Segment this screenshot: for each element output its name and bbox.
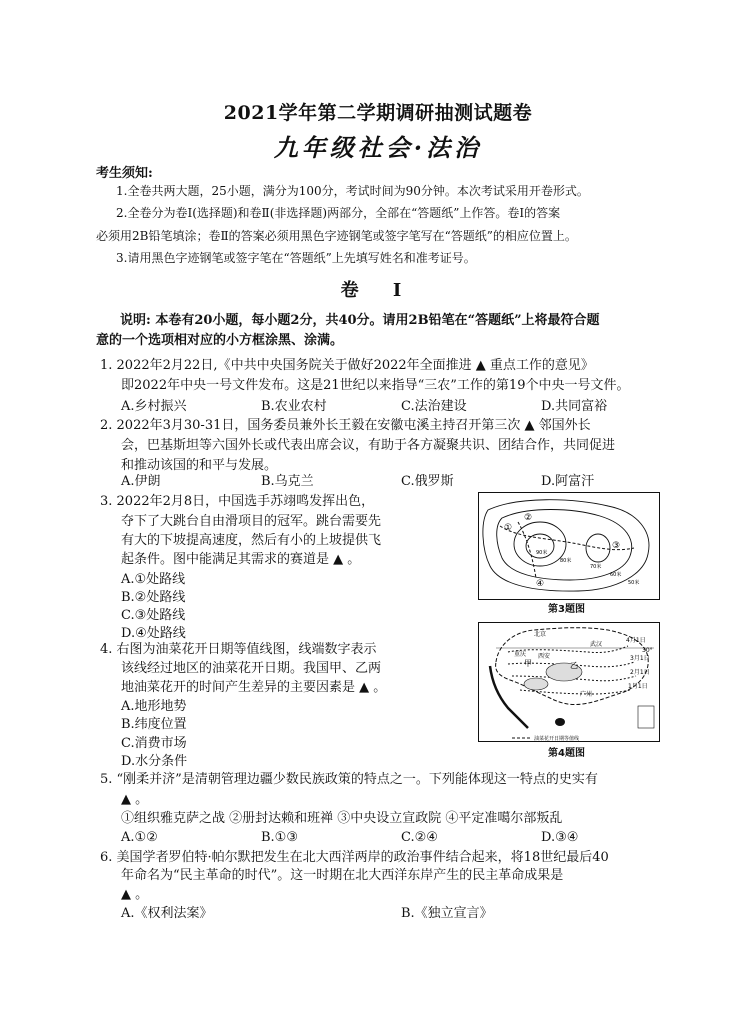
china-blossom-map-figure	[478, 622, 660, 742]
figure-caption: 第4题图	[548, 748, 585, 759]
question-text: 有大的下坡提高速度，然后有小的上坡提供飞	[121, 533, 382, 548]
contour-label: 60米	[610, 572, 622, 578]
option-a[interactable]: A.①处路线	[121, 572, 186, 587]
option-a[interactable]: A.地形地势	[121, 699, 187, 714]
option-d[interactable]: D.④处路线	[121, 626, 186, 641]
marker-3: ③	[612, 541, 621, 551]
question-text: 6. 美国学者罗伯特·帕尔默把发生在北大西洋两岸的政治事件结合起来，将18世纪最后40	[100, 850, 609, 865]
place-label: 甲	[524, 659, 532, 668]
option-c[interactable]: C.③处路线	[121, 608, 186, 623]
option-b[interactable]: B.②处路线	[121, 590, 186, 605]
city-label: 广州	[580, 691, 593, 698]
option-a[interactable]: A.①②	[121, 830, 158, 845]
figure-caption: 第3题图	[548, 604, 585, 615]
section-label: 卷 Ⅰ	[340, 280, 416, 301]
section-instruction: 说明: 本卷有20小题，每小题2分，共40分。请用2B铅笔在“答题纸”上将最符合题	[120, 313, 600, 328]
contour-label: 90米	[536, 550, 548, 556]
question-text: 2. 2022年3月30-31日，国务委员兼外长王毅在安徽屯溪主持召开第三次 ▲ 邻国外长	[100, 418, 591, 433]
marker-1: ①	[504, 523, 513, 533]
notice-item: 1.全卷共两大题，25小题，满分为100分，考试时间为90分钟。本次考试采用开卷形式。	[116, 184, 589, 198]
option-d[interactable]: D.阿富汗	[541, 474, 595, 489]
exam-title: 2021学年第二学期调研抽测试题卷	[223, 102, 533, 124]
question-text: 5. “刚柔并济”是清朝管理边疆少数民族政策的特点之一。下列能体现这一特点的史实有	[100, 772, 598, 787]
option-d[interactable]: D.水分条件	[121, 754, 188, 769]
legend-label: 油菜花开日期等值线	[534, 736, 580, 742]
city-label: 重庆	[514, 651, 527, 658]
option-b[interactable]: B.农业农村	[261, 399, 327, 414]
place-label: 乙	[570, 661, 578, 670]
city-label: 北京	[534, 631, 547, 638]
question-text: 4. 右图为油菜花开日期等值线图，线端数字表示	[100, 642, 377, 657]
isoline-label: 3月1日	[630, 655, 650, 662]
question-text: 会，巴基斯坦等六国外长或代表出席会议，有助于各方凝聚共识、团结合作，共同促进	[121, 438, 616, 453]
option-c[interactable]: C.消费市场	[121, 736, 187, 751]
question-text: 夺下了大跳台自由滑项目的冠军。跳台需要先	[121, 514, 382, 529]
latitude-label: 30°	[642, 647, 653, 654]
option-a[interactable]: A.乡村振兴	[121, 399, 187, 414]
question-text: ▲ 。	[121, 792, 149, 807]
isoline-label: 1月1日	[628, 683, 648, 690]
notice-heading: 考生须知:	[96, 166, 153, 181]
contour-label: 80米	[560, 558, 572, 564]
option-c[interactable]: C.②④	[401, 830, 438, 845]
contour-map-figure	[478, 492, 660, 600]
notice-item: 必须用2B铅笔填涂；卷Ⅱ的答案必须用黑色字迹钢笔或签字笔写在“答题纸”的相应位置上。	[96, 229, 577, 243]
marker-4: ④	[536, 579, 545, 589]
contour-label: 50米	[628, 580, 640, 586]
exam-subtitle: 九年级社会·法治	[273, 133, 483, 162]
question-text: 地油菜花开的时间产生差异的主要因素是 ▲ 。	[121, 680, 387, 695]
marker-2: ②	[524, 513, 533, 523]
question-text: ▲ 。	[121, 887, 149, 902]
notice-item: 3.请用黑色字迹钢笔或签字笔在“答题纸”上先填写姓名和准考证号。	[116, 251, 476, 265]
section-instruction: 意的一个选项相对应的小方框涂黑、涂满。	[96, 333, 344, 348]
option-b[interactable]: B.《独立宣言》	[401, 906, 493, 921]
option-d[interactable]: D.③④	[541, 830, 579, 845]
question-text: 即2022年中央一号文件发布。这是21世纪以来指导“三农”工作的第19个中央一号文件。	[121, 378, 630, 393]
option-d[interactable]: D.共同富裕	[541, 399, 608, 414]
notice-item: 2.全卷分为卷Ⅰ(选择题)和卷Ⅱ(非选择题)两部分，全部在“答题纸”上作答。卷Ⅰ的答案	[116, 206, 561, 220]
question-text: 1. 2022年2月22日,《中共中央国务院关于做好2022年全面推进 ▲ 重点工作的意见》	[100, 358, 594, 373]
option-c[interactable]: C.法治建设	[401, 399, 467, 414]
option-b[interactable]: B.①③	[261, 830, 298, 845]
contour-label: 70米	[590, 564, 602, 570]
question-text: 起条件。图中能满足其需求的赛道是 ▲ 。	[121, 552, 361, 567]
option-b[interactable]: B.乌克兰	[261, 474, 314, 489]
option-b[interactable]: B.纬度位置	[121, 717, 187, 732]
question-text: 和推动该国的和平与发展。	[121, 458, 278, 473]
option-a[interactable]: A.《权利法案》	[121, 906, 213, 921]
option-a[interactable]: A.伊朗	[121, 474, 161, 489]
question-text: 3. 2022年2月8日，中国选手苏翊鸣发挥出色，	[100, 494, 375, 509]
question-text: ①组织雅克萨之战 ②册封达赖和班禅 ③中央设立宣政院 ④平定准噶尔部叛乱	[121, 811, 563, 826]
option-c[interactable]: C.俄罗斯	[401, 474, 454, 489]
isoline-label: 2月1日	[630, 669, 650, 676]
question-text: 年命名为“民主革命的时代”。这一时期在北大西洋东岸产生的民主革命成果是	[121, 868, 564, 883]
city-label: 武汉	[590, 641, 603, 648]
city-label: 西安	[538, 653, 551, 660]
question-text: 该线经过地区的油菜花开日期。我国甲、乙两	[121, 661, 382, 676]
isoline-label: 4月1日	[626, 637, 646, 644]
